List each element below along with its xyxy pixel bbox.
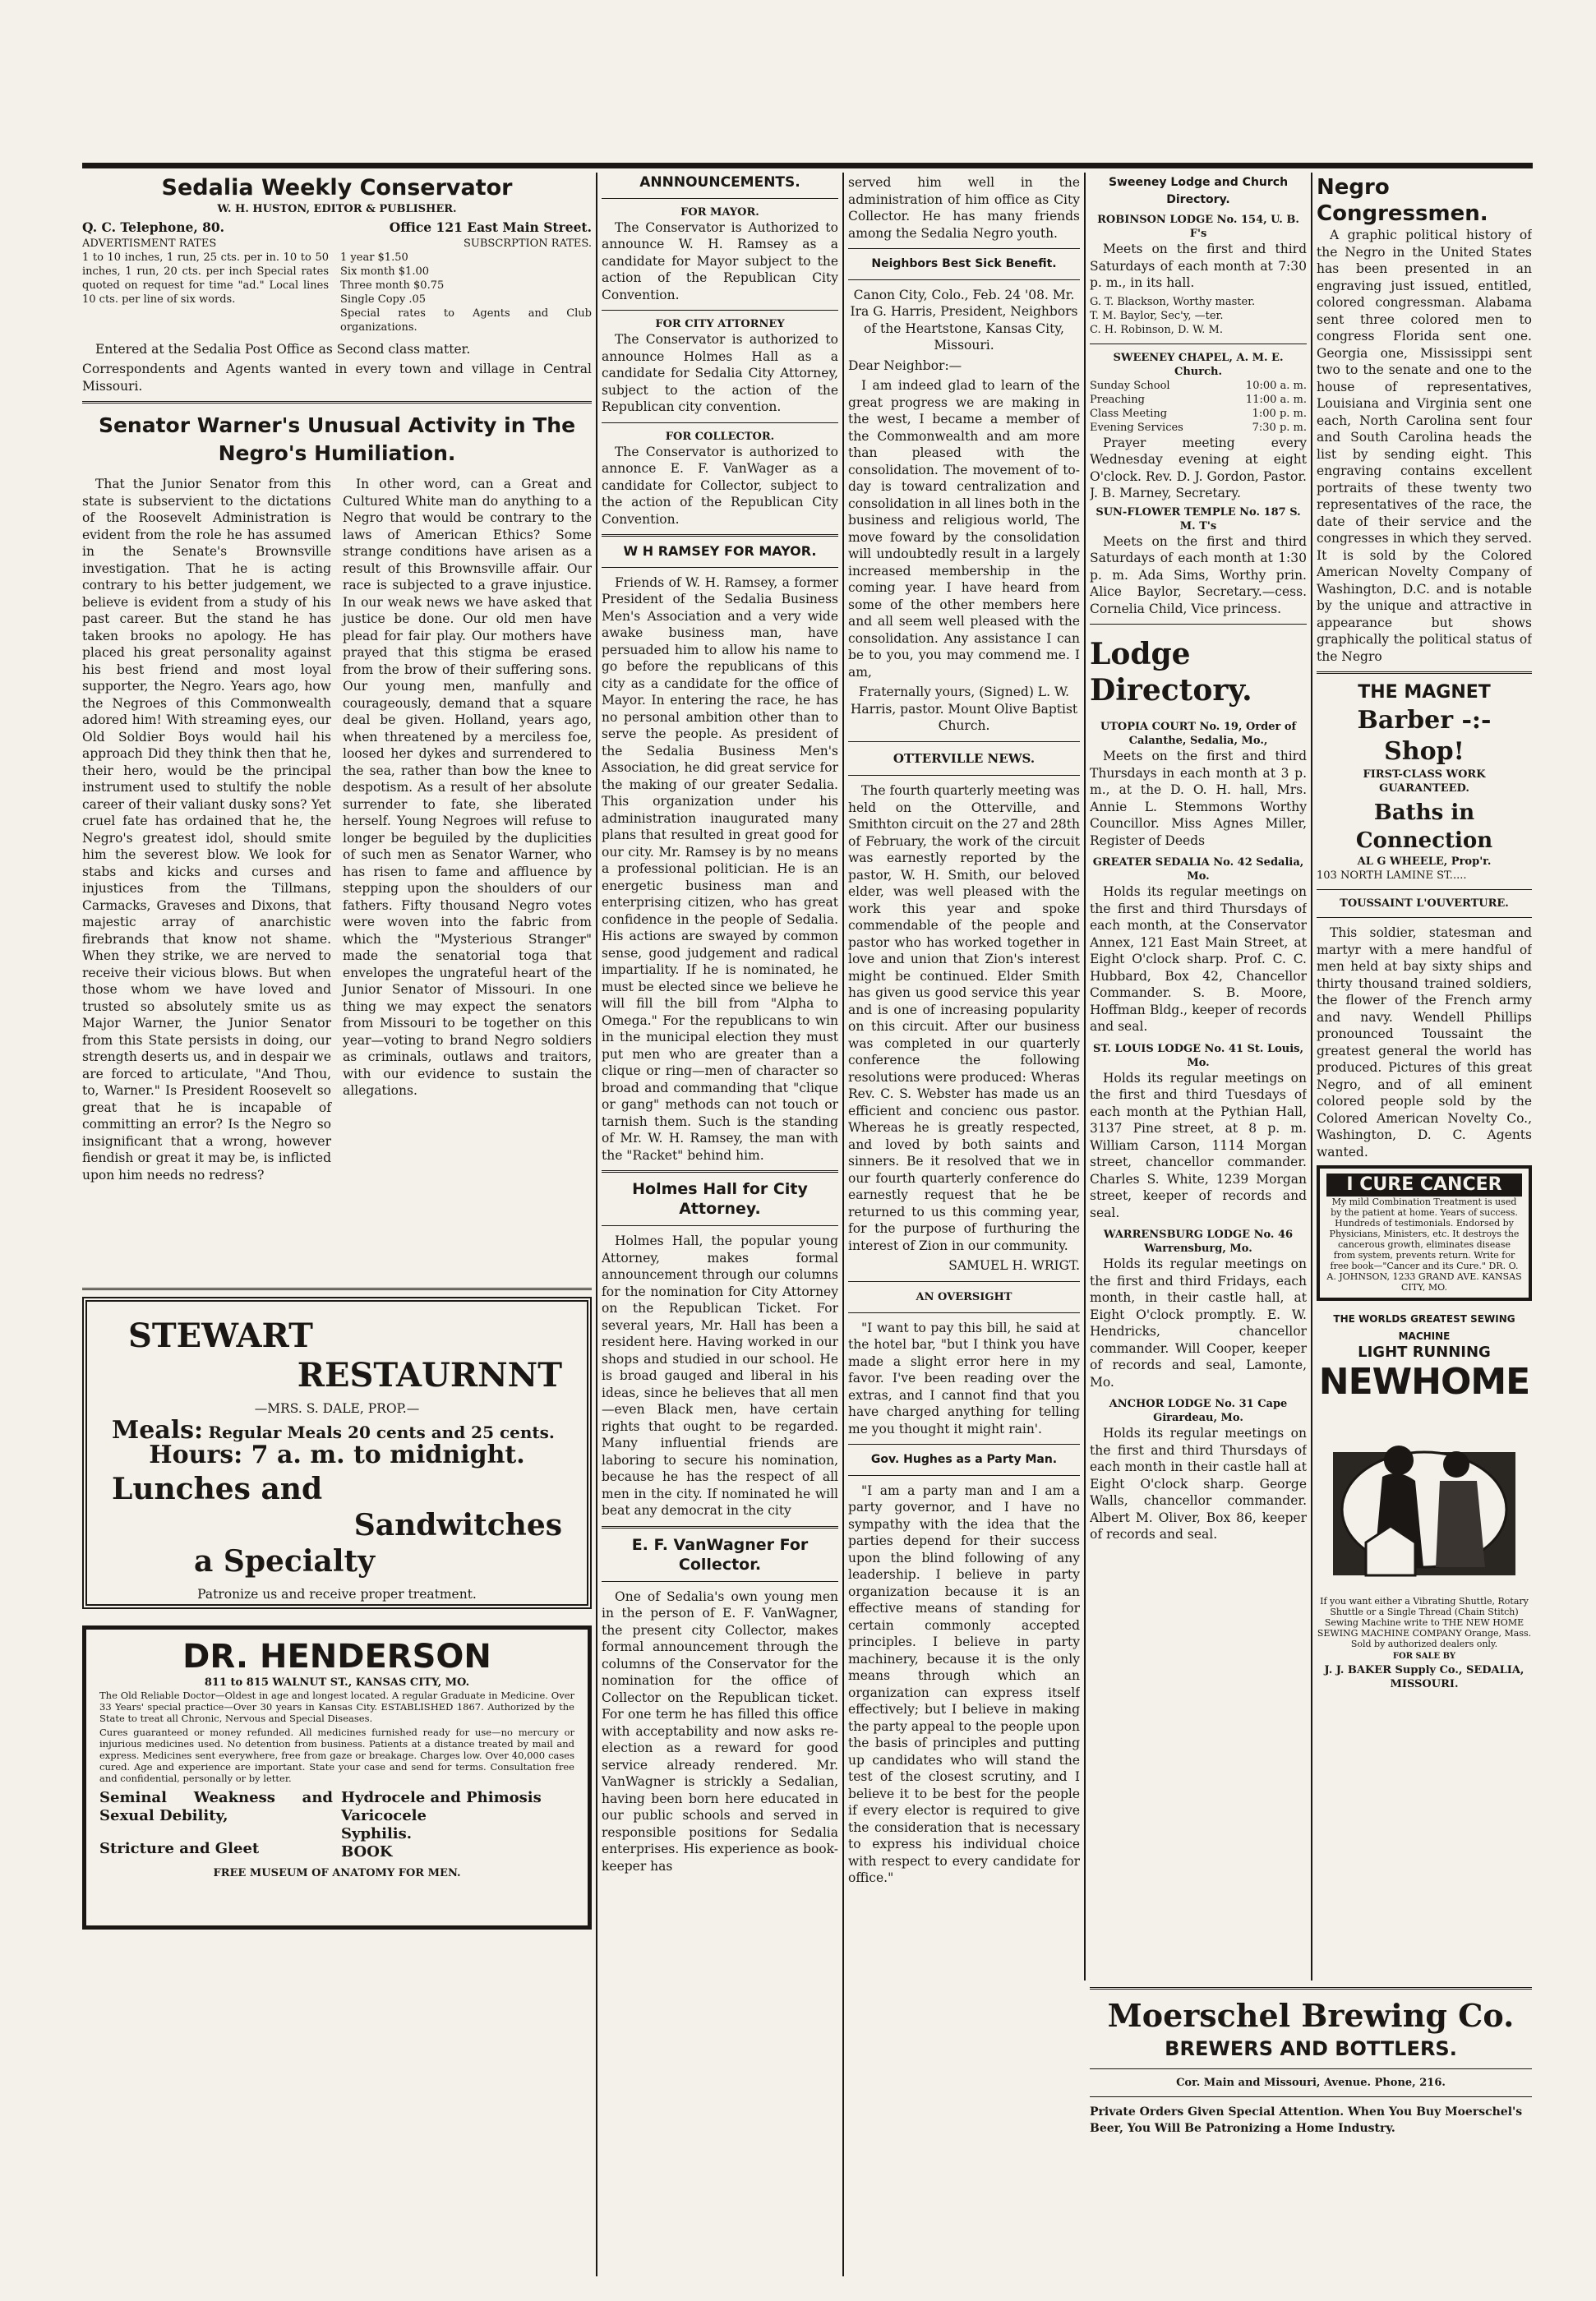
henderson-footer: FREE MUSEUM OF ANATOMY FOR MEN. bbox=[213, 1867, 461, 1879]
henderson-stricture: Stricture and Gleet bbox=[99, 1840, 260, 1857]
stewart-specialty: a Specialty bbox=[194, 1543, 376, 1579]
magnet-baths: Baths in Connection bbox=[1355, 800, 1493, 853]
st-louis-text: Holds its regular meetings on the first and third Tuesdays of each month at the Pythian Hall, 3137 Pine street, at 8 p. m. William Carson, 1114 Morgan street, chancellor commander. Charles S. White, 1239 Morgan street, keeper of records and seal. bbox=[1090, 1070, 1307, 1220]
oversight-headline: AN OVERSIGHT bbox=[916, 1290, 1012, 1303]
moerschel-brewing-ad bbox=[1090, 1981, 1532, 2178]
otterville-signature: SAMUEL H. WRIGT. bbox=[948, 1258, 1080, 1273]
henderson-text-1: The Old Reliable Doctor—Oldest in age and longest located. A regular Graduate in Medicine. Over 33 Years' special practice—Over 30 years in Kansas City. ESTABLISHED 1867. Authorized by the State to treat all Chronic, Nervous and Special Diseases. bbox=[99, 1690, 574, 1724]
newspaper-page bbox=[58, 123, 1537, 2243]
masthead-office: Office 121 East Main Street. bbox=[389, 219, 592, 235]
oversight-text: "I want to pay this bill, he said at the hotel bar, "but I think you have made a slight error here in my favor. I've been reading over the extras, and I cannot find that you have charged anything for telling me you thought it might rain'. bbox=[848, 1320, 1080, 1436]
sub-rate-note: Special rates to Agents and Club organizations. bbox=[340, 307, 592, 334]
mayor-heading: FOR MAYOR. bbox=[680, 205, 759, 219]
new-home-ad bbox=[1317, 1311, 1532, 1691]
stewart-meals: Regular Meals 20 cents and 25 cents. bbox=[208, 1422, 555, 1442]
negro-congressmen-text: A graphic political history of the Negro in the United States has been presented in an engraving just issued, entitled, colored congressman. Alabama sent three colored men to congress Florida sent one. Georgia one, Mississippi sent two to the senate and one to the house of representatives, Louisiana and Virginia sent one each, North Carolina sent four and South Carolina heads the list by sending eight. This engraving contains excellent portraits of these twenty two representatives of the race, the date of their service and the congresses in which they served. It is sold by the Colored American Novelty Company of Washington, D.C. and is notable by the unique and attractive in appearance but shows graphically the political status of the Negro bbox=[1317, 228, 1532, 664]
stewart-proprietor: —MRS. S. DALE, PROP.— bbox=[254, 1401, 420, 1416]
anchor-text: Holds its regular meetings on the first and third Thursdays of each month in their castle hall at Eight O'clock sharp. George Walls, chancellor commander. Albert M. Oliver, Box 86, keeper of records and seal. bbox=[1090, 1426, 1307, 1542]
neighbors-signature: Fraternally yours, (Signed) L. W. Harris, pastor. Mount Olive Baptist Church. bbox=[850, 685, 1078, 733]
greater-sedalia-text: Holds its regular meetings on the first and third Thursdays of each month, at the Conservator Annex, 121 East Main Street, at Eight O'clock sharp. Prof. C. C. Hubbard, Box 42, Chancellor Commander. S. B. Moore, Hoffman Bldg., keeper of records and seal. bbox=[1090, 884, 1307, 1034]
new-home-dealer: J. J. BAKER Supply Co., SEDALIA, MISSOURI. bbox=[1324, 1664, 1525, 1690]
robinson-heading: ROBINSON LODGE No. 154, U. B. F's bbox=[1097, 214, 1299, 240]
column-4 bbox=[1090, 174, 1307, 1941]
sub-rate-row: 1 year $1.50 bbox=[340, 251, 408, 264]
henderson-address: 811 to 815 WALNUT ST., KANSAS CITY, MO. bbox=[204, 1676, 470, 1689]
chapel-text: Prayer meeting every Wednesday evening at eight O'clock. Rev. D. J. Gordon, Pastor. J. B. Marney, Secretary. bbox=[1090, 435, 1307, 500]
column-rule bbox=[842, 173, 844, 2276]
brewing-subtitle: BREWERS AND BOTTLERS. bbox=[1165, 2037, 1457, 2060]
toussaint-heading: TOUSSAINT L'OUVERTURE. bbox=[1340, 897, 1509, 910]
column-rule bbox=[1311, 173, 1312, 1981]
column-rule bbox=[1084, 173, 1086, 1981]
adv-rates-heading: ADVERTISMENT RATES bbox=[82, 237, 217, 250]
magnet-first-class: FIRST-CLASS WORK GUARANTEED. bbox=[1363, 768, 1486, 795]
henderson-text-2: Cures guaranteed or money refunded. All medicines furnished ready for use—no mercury or injurious medicines used. No detention from business. Patients at a distance treated by mail and express. Medicines sent everywhere, free from gaze or breakage. Charges low. Over 40,000 cases cured. Age and experience are important. State your case and send for terms. Consultation free and confidential, personally or by letter. bbox=[99, 1727, 574, 1784]
neighbors-salutation: Dear Neighbor:— bbox=[848, 357, 962, 373]
brewing-title: Moerschel Brewing Co. bbox=[1107, 1997, 1515, 2034]
mayor-text: The Conservator is Authorized to announce W. H. Ramsey as a candidate for Mayor subject to the action of the Republican City Convention. bbox=[602, 219, 838, 302]
chapel-row bbox=[1090, 407, 1307, 421]
new-home-name: NEWHOME bbox=[1318, 1360, 1530, 1403]
otterville-text: The fourth quarterly meeting was held on the Otterville, and Smithton circuit on the 27 and 28th of February, the work of the circuit was earnestly reported by the pastor, W. H. Smith, our beloved elder, was well pleased with the work this year and spoke commendable of the people and pastor who has worked together in love and union that Zion's interest might be continued. Elder Smith has given us good service this year and is one of increasing popularity on this circuit. After our business was completed in our quarterly conference the following resolutions were produced: Wheras Rev. C. S. Webster has made us an efficient and concienc ous pastor. Whereas he is greatly respected, and loved by both saints and sinners. Be it resolved that we in our fourth quarterly conference do earnestly request that he be returned to us this comming year, for the purpose of furthuring the interest of Zion in our community. bbox=[848, 783, 1080, 1253]
magnet-proprietor: AL G WHEELE, Prop'r. bbox=[1357, 855, 1492, 868]
ramsey-text: Friends of W. H. Ramsey, a former President of the Sedalia Business Men's Association and a very wide awake business man, have persuaded him to allow his name to go before the republicans of this city as a candidate for the office of Mayor. In entering the race, he has no personal ambition other than to serve the people. As president of the Sedalia Business Men's Association, he did great service for the making of our greater Sedalia. This organization under his administration inaugurated many plans that resulted in great good for our city. Mr. Ramsey is by no means a professional politician. He is an energetic business man and enterprising citizen, who has great confidence in the people of Sedalia. His actions are swayed by common sense, good judgement and radical impartiality. If he is nominated, he must be elected since we believe he will fill the bill from "Alpha to Omega." For the republicans to win in the municipal election they must put men who are greater than a clique or ring—men of character so broad and commanding that "clique or gang" methods can not touch or tarnish them. Such is the standing of Mr. W. H. Ramsey, the man with the "Racket" behind him. bbox=[602, 574, 838, 1163]
chapel-time: 1:00 p. m. bbox=[1252, 407, 1307, 420]
vanwagner-headline: E. F. VanWagner For Collector. bbox=[631, 1535, 809, 1574]
cancer-headline: I CURE CANCER bbox=[1326, 1174, 1522, 1197]
hughes-headline: Gov. Hughes as a Party Man. bbox=[870, 1453, 1058, 1466]
vanwagner-text: One of Sedalia's own young men in the person of E. F. VanWagner, the present city Collector, makes formal announcement through the columns of the Conservator for the nomination for the office of Collector on the Republican ticket. For one term he has filled this office with acceptability and now asks re-election as a reward for good service already rendered. Mr. VanWagner is strickly a Sedalian, having been born here educated in our public schools and served in responsible positions for Sedalia enterprises. His experience as book-keeper has bbox=[602, 1589, 838, 1874]
agents-wanted: Correspondents and Agents wanted in every town and village in Central Missouri. bbox=[82, 362, 592, 394]
utopia-heading: UTOPIA COURT No. 19, Order of Calanthe, Sedalia, Mo., bbox=[1100, 721, 1297, 747]
attorney-text: The Conservator is authorized to announce Holmes Hall as a candidate for Sedalia City Attorney, subject to the action of the Republican city convention. bbox=[602, 332, 838, 414]
chapel-service: Evening Services bbox=[1090, 421, 1183, 434]
henderson-syphilis: Syphilis. bbox=[341, 1825, 413, 1842]
henderson-title: DR. HENDERSON bbox=[182, 1638, 491, 1676]
chapel-heading: SWEENEY CHAPEL, A. M. E. Church. bbox=[1113, 351, 1284, 378]
new-home-text: If you want either a Vibrating Shuttle, Rotary Shuttle or a Single Thread (Chain Stitch) Sewing Machine write to THE NEW HOME SEWING MACHINE COMPANY Orange, Mass. Sold by authorized dealers only. bbox=[1317, 1596, 1532, 1649]
collector-heading: FOR COLLECTOR. bbox=[665, 430, 775, 443]
henderson-book: BOOK bbox=[341, 1843, 393, 1861]
cancer-ad bbox=[1317, 1165, 1532, 1301]
stewart-title-1: STEWART bbox=[128, 1317, 313, 1355]
column-3 bbox=[848, 174, 1080, 2229]
robinson-officer: C. H. Robinson, D. W. M. bbox=[1090, 323, 1223, 336]
neighbors-header: Canon City, Colo., Feb. 24 '08. Mr. Ira G. Harris, President, Neighbors of the Heartstone, Kansas City, Missouri. bbox=[850, 287, 1078, 353]
column-1 bbox=[82, 174, 592, 2245]
brewing-note: Private Orders Given Special Attention. When You Buy Moerschel's Beer, You Will Be Patronizing a Home Industry. bbox=[1090, 2105, 1523, 2135]
ramsey-headline: W H RAMSEY FOR MAYOR. bbox=[623, 543, 817, 559]
lodge-directory-title: Lodge Directory. bbox=[1090, 637, 1252, 708]
henderson-ad bbox=[82, 1625, 592, 1930]
sub-rate-row: Single Copy .05 bbox=[340, 293, 426, 306]
negro-congressmen-headline: Negro Congressmen. bbox=[1317, 175, 1488, 226]
stewart-lunches: Lunches and bbox=[112, 1471, 323, 1506]
holmes-text: Holmes Hall, the popular young Attorney, makes formal announcement through our columns for the nomination for City Attorney on the Republican Ticket. For several years, Mr. Hall has been a resident here. Having worked in our shops and studied in our school. He is broad gauged and liberal in his ideas, since he believes that all men—even Black men, have certain rights that ought to be regarded. Many influential friends are laboring to secure his nomination, because he has the respect of all men in the city. If nominated he will beat any democrat in the city bbox=[602, 1234, 838, 1518]
toussaint-text: This soldier, statesman and martyr with a mere handful of men held at bay sixty ships and thirty thousand trained soldiers, the flower of the French army and navy. Wendell Phillips pronounced Toussaint the greatest general the world has produced. Pictures of this great Negro, and of all eminent colored people sold by the Colored American Novelty Co., Washington, D. C. Agents wanted. bbox=[1317, 925, 1532, 1160]
announcements-title: ANNNOUNCEMENTS. bbox=[639, 174, 800, 191]
sub-rates-list bbox=[340, 251, 592, 334]
sub-rate-row: Six month $1.00 bbox=[340, 265, 429, 278]
chapel-time: 10:00 a. m. bbox=[1245, 379, 1307, 392]
holmes-headline: Holmes Hall for City Attorney. bbox=[632, 1180, 808, 1218]
chapel-service: Preaching bbox=[1090, 393, 1145, 406]
stewart-title-2: RESTAURNNT bbox=[297, 1356, 562, 1395]
henderson-varicocele: Varicocele bbox=[341, 1807, 427, 1824]
masthead-telephone: Q. C. Telephone, 80. bbox=[82, 219, 225, 235]
column-2 bbox=[602, 174, 838, 2229]
magnet-barber-shop: Barber -:- Shop! bbox=[1357, 706, 1492, 766]
stewart-sandwiches: Sandwitches bbox=[353, 1507, 562, 1542]
sewing-machine-illustration bbox=[1317, 1403, 1532, 1592]
chapel-time: 7:30 p. m. bbox=[1252, 421, 1307, 434]
utopia-text: Meets on the first and third Thursdays in each month at 3 p. m., at the D. O. H. hall, Mrs. Annie L. Stemmons Worthy Councillor. Miss Agnes Miller, Register of Deeds bbox=[1090, 749, 1307, 848]
sub-rate-row: Three month $0.75 bbox=[340, 279, 445, 292]
warrensburg-heading: WARRENSBURG LODGE No. 46 Warrensburg, Mo. bbox=[1103, 1229, 1294, 1255]
stewart-patronize: Patronize us and receive proper treatment. bbox=[197, 1586, 477, 1602]
sunflower-heading: SUN-FLOWER TEMPLE No. 187 S. M. T's bbox=[1096, 505, 1301, 533]
vanwagner-continued: served him well in the administration of him office as City Collector. He has many friends among the Sedalia Negro youth. bbox=[848, 175, 1080, 241]
otterville-headline: OTTERVILLE NEWS. bbox=[893, 750, 1036, 766]
warner-headline: Senator Warner's Unusual Activity in The Negro's Humiliation. bbox=[98, 413, 576, 465]
collector-text: The Conservator is authorized to annonce E. F. VanWager as a candidate for Collector, subject to the action of the Republican City Convention. bbox=[602, 444, 838, 527]
hughes-text: "I am a party man and I am a party governor, and I have no sympathy with the idea that the parties depend for their success upon the blind following of any leadership. I believe in party organization because it is an effective means of standing for certain commonly accepted principles. I believe in party machinery, because it is the only means through which an organization can express itself effectively; but I believe in making the party appeal to the people upon the basis of principles and putting up candidates who will stand the test of the closest scrutiny, and I believe it to be best for the people if every elector is required to give the consideration that is necessary to express his individual choice with respect to every candidate for office." bbox=[848, 1483, 1080, 1885]
cancer-text: My mild Combination Treatment is used by the patient at home. Years of success. Hundreds of testimonials. Endorsed by Physicians, Ministers, etc. It destroys the cancerous growth, eliminates disease from system, prevents return. Write for free book—"Cancer and its Cure." DR. O. A. JOHNSON, 1233 GRAND AVE. KANSAS CITY, MO. bbox=[1326, 1197, 1522, 1293]
column-5 bbox=[1317, 174, 1532, 1941]
robinson-officer: G. T. Blackson, Worthy master. bbox=[1090, 295, 1256, 308]
masthead-editor: W. H. HUSTON, EDITOR & PUBLISHER. bbox=[217, 203, 457, 215]
new-home-light-running: LIGHT RUNNING bbox=[1358, 1344, 1491, 1361]
stewart-hours: Hours: 7 a. m. to midnight. bbox=[149, 1441, 525, 1469]
sweeney-headline: Sweeney Lodge and Church Directory. bbox=[1108, 176, 1289, 206]
adv-rates-text: 1 to 10 inches, 1 run, 25 cts. per in. 10 to 50 inches, 1 run, 20 cts. per inch Special rates quoted on request for time "ad." Local lines 10 cts. per line of six words. bbox=[82, 251, 329, 306]
neighbors-text: I am indeed glad to learn of the great progress we are making in the west, I became a member of the Commonwealth and am more than pleased with the consolidation. The movement of to-day is toward centralization and consolidation in all lines both in the business and religious world, The move foward by the consolidation will undoubtedly result in a largely increased membership in the coming year. I have heard from some of the other members here and all seem well pleased with the consolidation. Any assistance I can be to you, you may commend me. I am, bbox=[848, 378, 1080, 680]
chapel-service: Sunday School bbox=[1090, 379, 1170, 392]
robinson-text: Meets on the first and third Saturdays of each month at 7:30 p. m., in its hall. bbox=[1090, 242, 1307, 290]
greater-sedalia-heading: GREATER SEDALIA No. 42 Sedalia, Mo. bbox=[1092, 856, 1304, 883]
robinson-officer: T. M. Baylor, Sec'y, —ter. bbox=[1090, 309, 1224, 322]
warrensburg-text: Holds its regular meetings on the first and third Fridays, each month, in their castle hall, at Eight O'clock promptly. E. W. Hendricks, chancellor commander. Will Cooper, keeper of records and seal, Lamonte, Mo. bbox=[1090, 1257, 1307, 1390]
warner-text-left: That the Junior Senator from this state is subservient to the dictations of the Roosevelt Administration is evident from the role he has assumed in the Senate's Brownsville investigation. That he is acting contrary to his better judgement, we believe is evident from a study of his past career. But the stand he has taken brooks no apology. He has placed his great personality against his best friend and most loyal supporter, the Negro. Years ago, how the Negroes of this Commonwealth adored him! With streaming eyes, our Old Soldier Boys would hail his approach Did they think then that he, their hero, would be the principal instrument used to stultify the noble career of their valiant dusky sons? Yet cruel fate has ordained that he, the Negro's greatest idol, should smite him the severest blow. We look for stabs and kicks and curses and injustices from the Tillmans, Carmacks, Graveses and Dixons, that majestic array of anarchistic firebrands that know not shame. When they strike, we are nerved to receive their vicious blows. But when those whom we have loved and trusted so absolutely smite us as Major Warner, the Junior Senator from this State persists in doing, our strength deserts us, and in despair we are forced to articulate, "And Thou, to, Warner." Is President Roosevelt so great that he is incapable of committing an error? Is the Negro so insignificant that a wrong, however fiendish or great it may be, is inflicted upon him needs no redress? bbox=[82, 477, 331, 1183]
magnet-address: 103 NORTH LAMINE ST..... bbox=[1317, 869, 1467, 882]
stewart-meals-label: Meals: bbox=[112, 1415, 204, 1445]
neighbors-headline: Neighbors Best Sick Benefit. bbox=[871, 257, 1057, 270]
chapel-row bbox=[1090, 421, 1307, 435]
chapel-service: Class Meeting bbox=[1090, 407, 1168, 420]
warner-text-right: In other word, can a Great and Cultured White man do anything to a Negro that would be contrary to the laws of American Ethics? Some strange conditions have arisen as a result of this Brownsville affair. Our race is subjected to a grave injustice. In our weak news we have asked that justice be done. Our old men have plead for fair play. Our mothers have prayed that this stigma be erased from the brow of their suffering sons. Our young men, manfully and courageously, demand that a square deal be given. Holland, years ago, when threatened by a merciless foe, loosed her dykes and surrendered to the sea, rather than bow the knee to despotism. As a result of her absolute surrender to fate, she liberated herself. Young Negroes will refuse to longer be beguiled by the duplicities of such men as Senator Warner, who has risen to fame and affluence by stepping upon the shoulders of our fathers. Fifty thousand Negro votes were woven into the fabric from which the "Mysterious Stranger" made the senatorial toga that envelopes the ungrateful heart of the Junior Senator of Missouri. In one thing we may expect the senators from Missouri to be together on this year—voting to brand Negro soldiers as criminals, outlaws and traitors, with our evidence to sustain the allegations. bbox=[343, 477, 592, 1098]
chapel-row bbox=[1090, 393, 1307, 407]
chapel-time: 11:00 a. m. bbox=[1245, 393, 1307, 406]
column-rule bbox=[596, 173, 597, 2276]
henderson-seminal: Seminal Weakness and Sexual Debility, bbox=[99, 1789, 333, 1824]
chapel-row bbox=[1090, 379, 1307, 393]
sub-rates-heading: SUBSCRPTION RATES. bbox=[464, 237, 592, 250]
entered-notice: Entered at the Sedalia Post Office as Second class matter. bbox=[95, 341, 471, 357]
anchor-heading: ANCHOR LODGE No. 31 Cape Girardeau, Mo. bbox=[1109, 1398, 1288, 1424]
st-louis-heading: ST. LOUIS LODGE No. 41 St. Louis, Mo. bbox=[1093, 1042, 1303, 1069]
top-rule bbox=[82, 163, 1533, 168]
masthead-title: Sedalia Weekly Conservator bbox=[161, 175, 513, 201]
magnet-title: THE MAGNET bbox=[1358, 682, 1491, 703]
new-home-for-sale: FOR SALE BY bbox=[1392, 1652, 1456, 1661]
attorney-heading: FOR CITY ATTORNEY bbox=[655, 318, 785, 330]
henderson-hydrocele: Hydrocele and Phimosis bbox=[341, 1789, 542, 1806]
stewart-restaurant-ad bbox=[82, 1297, 592, 1609]
sunflower-text: Meets on the first and third Saturdays of each month at 1:30 p. m. Ada Sims, Worthy prin. Alice Baylor, Secretary.—cess. Cornelia Child, Vice princess. bbox=[1090, 533, 1307, 616]
brewing-address: Cor. Main and Missouri, Avenue. Phone, 216. bbox=[1176, 2077, 1446, 2089]
new-home-top-line: THE WORLDS GREATEST SEWING MACHINE bbox=[1333, 1313, 1515, 1342]
